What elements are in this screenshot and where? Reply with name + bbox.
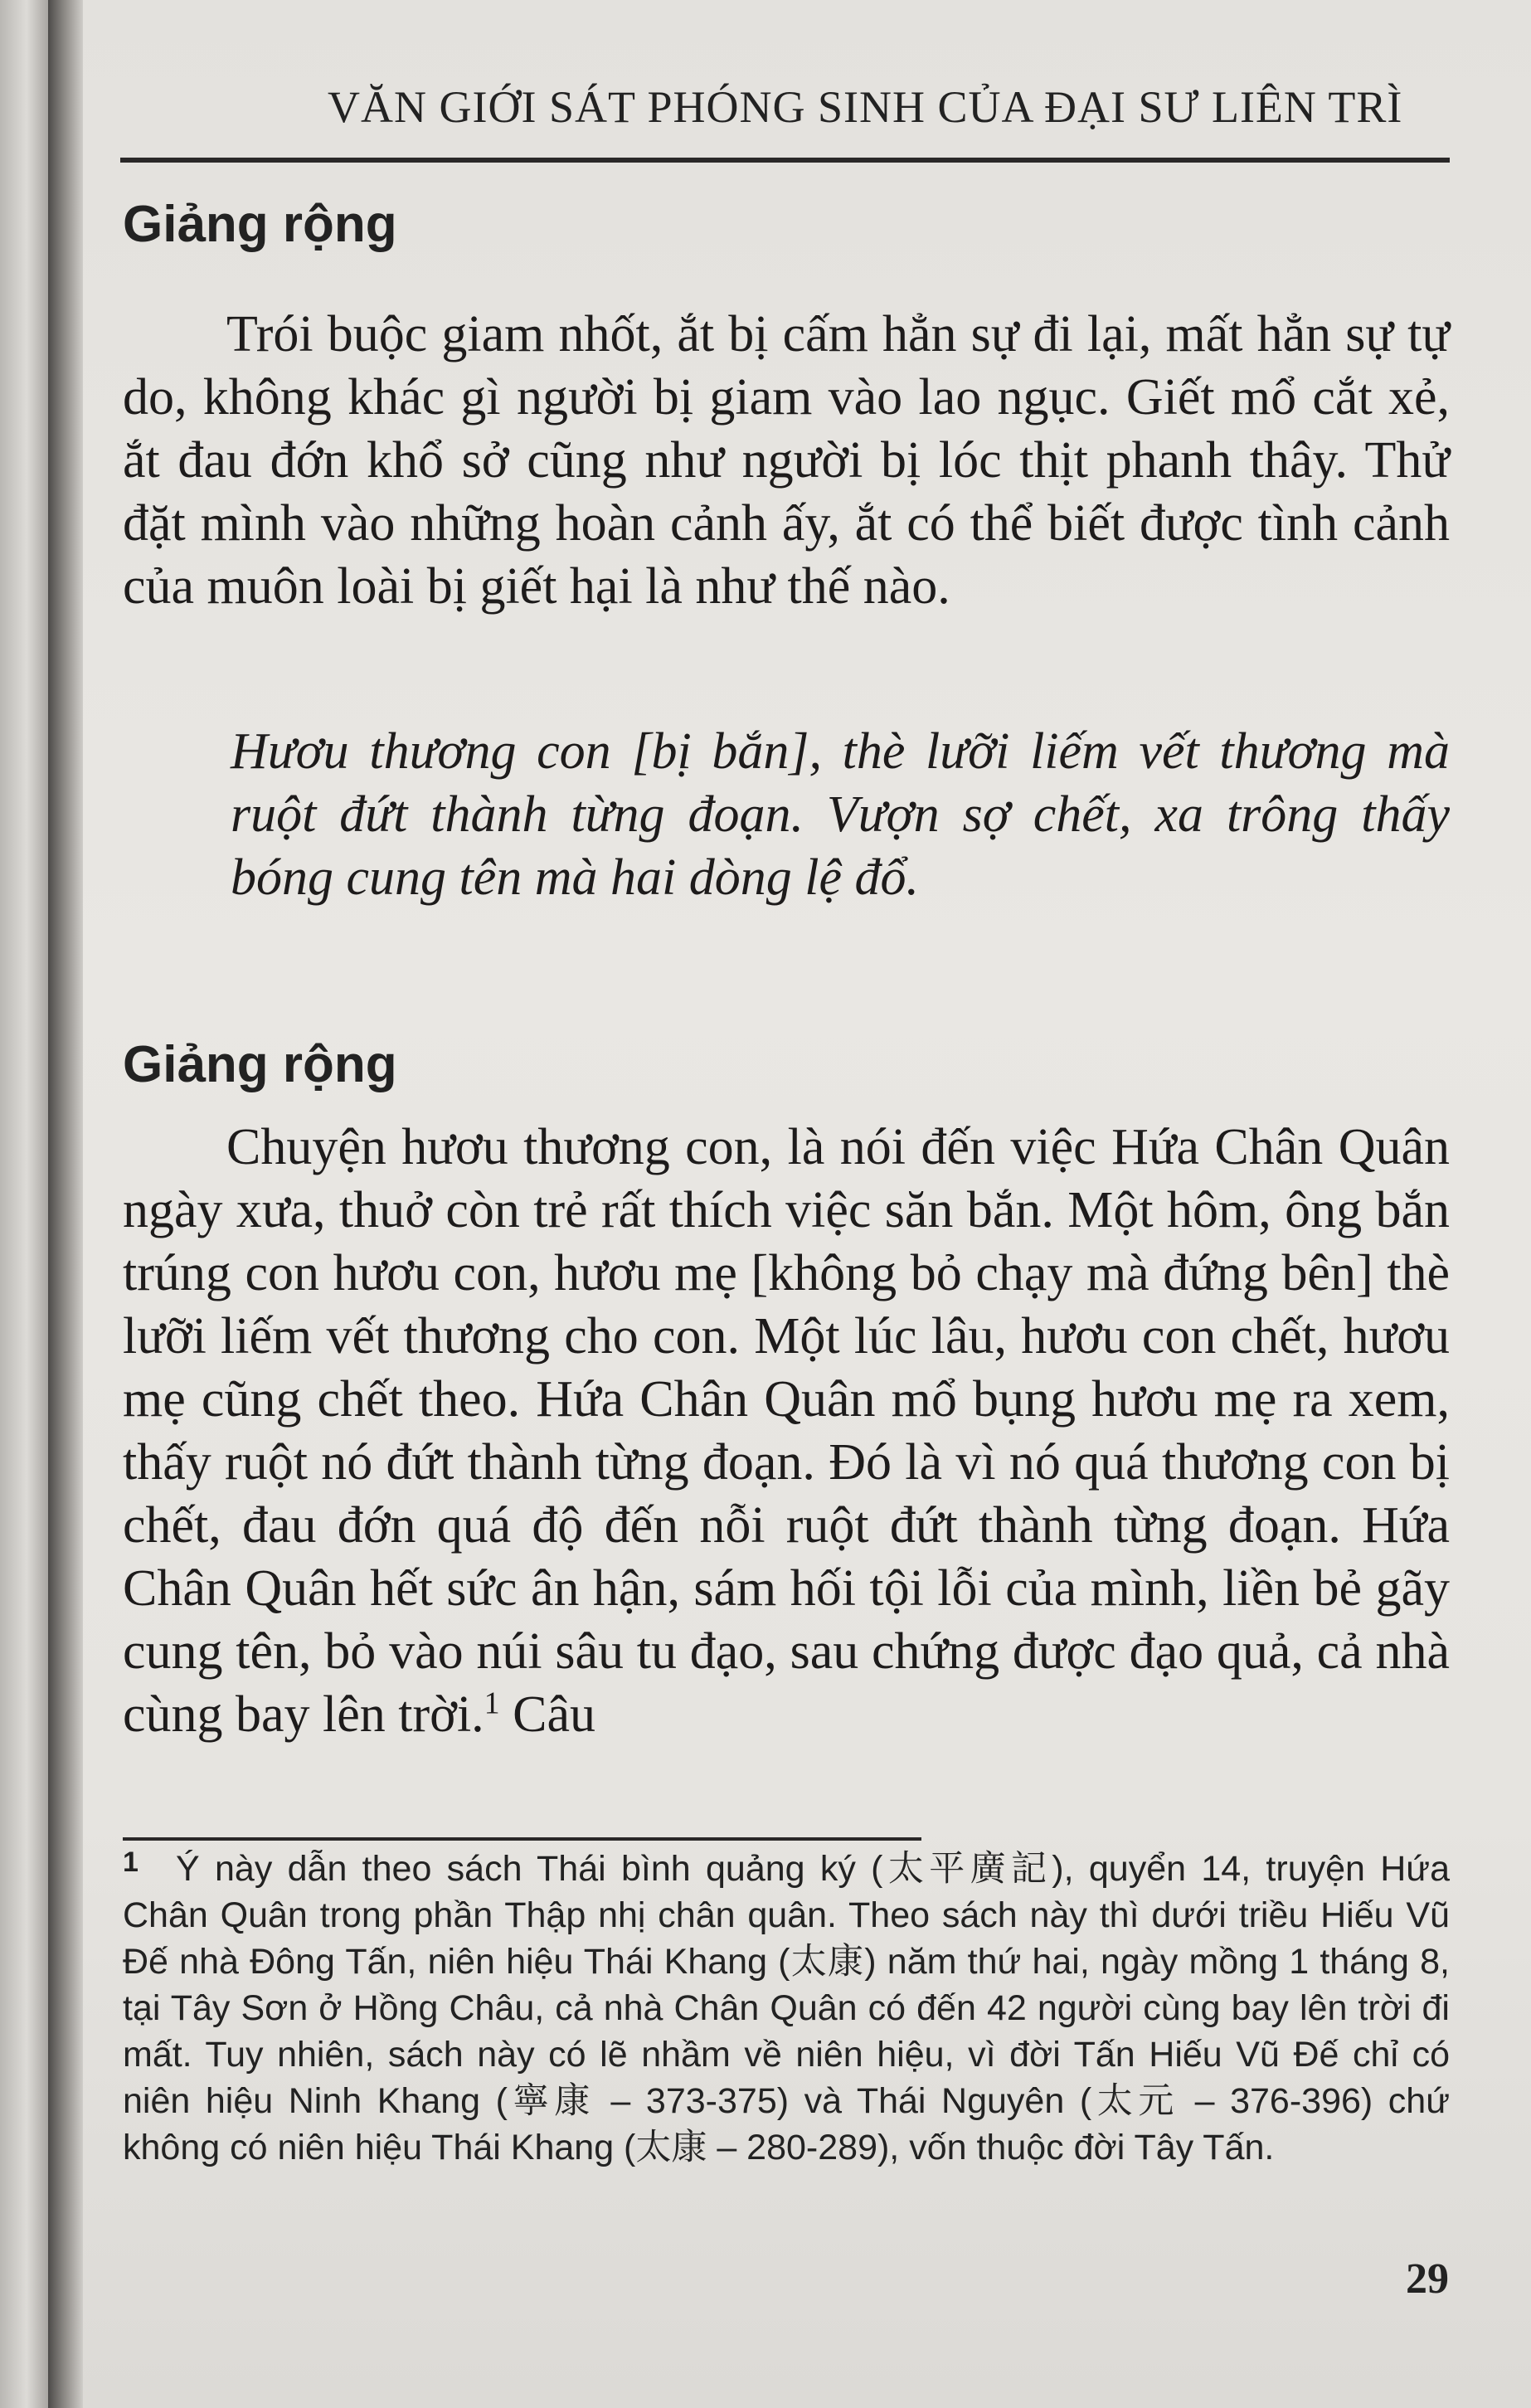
running-head: VĂN GIỚI SÁT PHÓNG SINH CỦA ĐẠI SƯ LIÊN TRÌ	[328, 82, 1403, 132]
paragraph-2-continuation: Câu	[513, 1686, 596, 1743]
paragraph-1: Trói buộc giam nhốt, ắt bị cấm hẳn sự đi lại, mất hẳn sự tự do, không khác gì người bị giam vào lao ngục. Giết mổ cắt xẻ, ắt đau đớn khổ sở cũng như người bị lóc thịt phanh thây. Thử đặt mình vào những hoàn cảnh ấy, ắt có thể biết được tình cảnh của muôn loài bị giết hại là như thế nào.	[123, 306, 1450, 615]
book-page	[83, 0, 1531, 2408]
book-gutter	[48, 0, 85, 2408]
quoted-passage: Hươu thương con [bị bắn], thè lưỡi liếm vết thương mà ruột đứt thành từng đoạn. Vượn sợ chết, xa trông thấy bóng cung tên mà hai dòng lệ đổ.	[231, 723, 1450, 906]
paragraph-2-text: Chuyện hươu thương con, là nói đến việc Hứa Chân Quân ngày xưa, thuở còn trẻ rất thích việc săn bắn. Một hôm, ông bắn trúng con hươu con, hươu mẹ [không bỏ chạy mà đứng bên] thè lưỡi liếm vết thương cho con. Một lúc lâu, hươu con chết, hươu mẹ cũng chết theo. Hứa Chân Quân mổ bụng hươu mẹ ra xem, thấy ruột nó đứt thành từng đoạn. Đó là vì nó quá thương con bị chết, đau đớn quá độ đến nỗi ruột đứt thành từng đoạn. Hứa Chân Quân hết sức ân hận, sám hối tội lỗi của mình, liền bẻ gãy cung tên, bỏ vào núi sâu tu đạo, sau chứng được đạo quả, cả nhà cùng bay lên trời.	[123, 1119, 1450, 1743]
paragraph-2	[123, 1116, 1450, 1746]
section-heading-1: Giảng rộng	[123, 196, 397, 253]
footnote-marker: 1	[484, 1686, 500, 1721]
footnote-text: Ý này dẫn theo sách Thái bình quảng ký (太平廣記), quyển 14, truyện Hứa Chân Quân trong phần Thập nhị chân quân. Theo sách này thì dưới triều Hiếu Vũ Đế nhà Đông Tấn, niên hiệu Thái Khang (太康) năm thứ hai, ngày mồng 1 tháng 8, tại Tây Sơn ở Hồng Châu, cả nhà Chân Quân có đến 42 người cùng bay lên trời đi mất. Tuy nhiên, sách này có lẽ nhầm về niên hiệu, vì đời Tấn Hiếu Vũ Đế chỉ có niên hiệu Ninh Khang (寧康 – 373-375) và Thái Nguyên (太元 – 376-396) chứ không có niên hiệu Thái Khang (太康 – 280-289), vốn thuộc đời Tây Tấn.	[123, 1849, 1450, 2167]
facing-page-edge	[0, 0, 48, 2408]
footnote	[123, 1846, 1450, 2171]
footnote-number: 1	[123, 1846, 139, 1878]
page-number: 29	[1406, 2255, 1449, 2303]
header-rule	[120, 158, 1450, 163]
section-heading-2: Giảng rộng	[123, 1036, 397, 1093]
footnote-rule	[123, 1837, 921, 1841]
